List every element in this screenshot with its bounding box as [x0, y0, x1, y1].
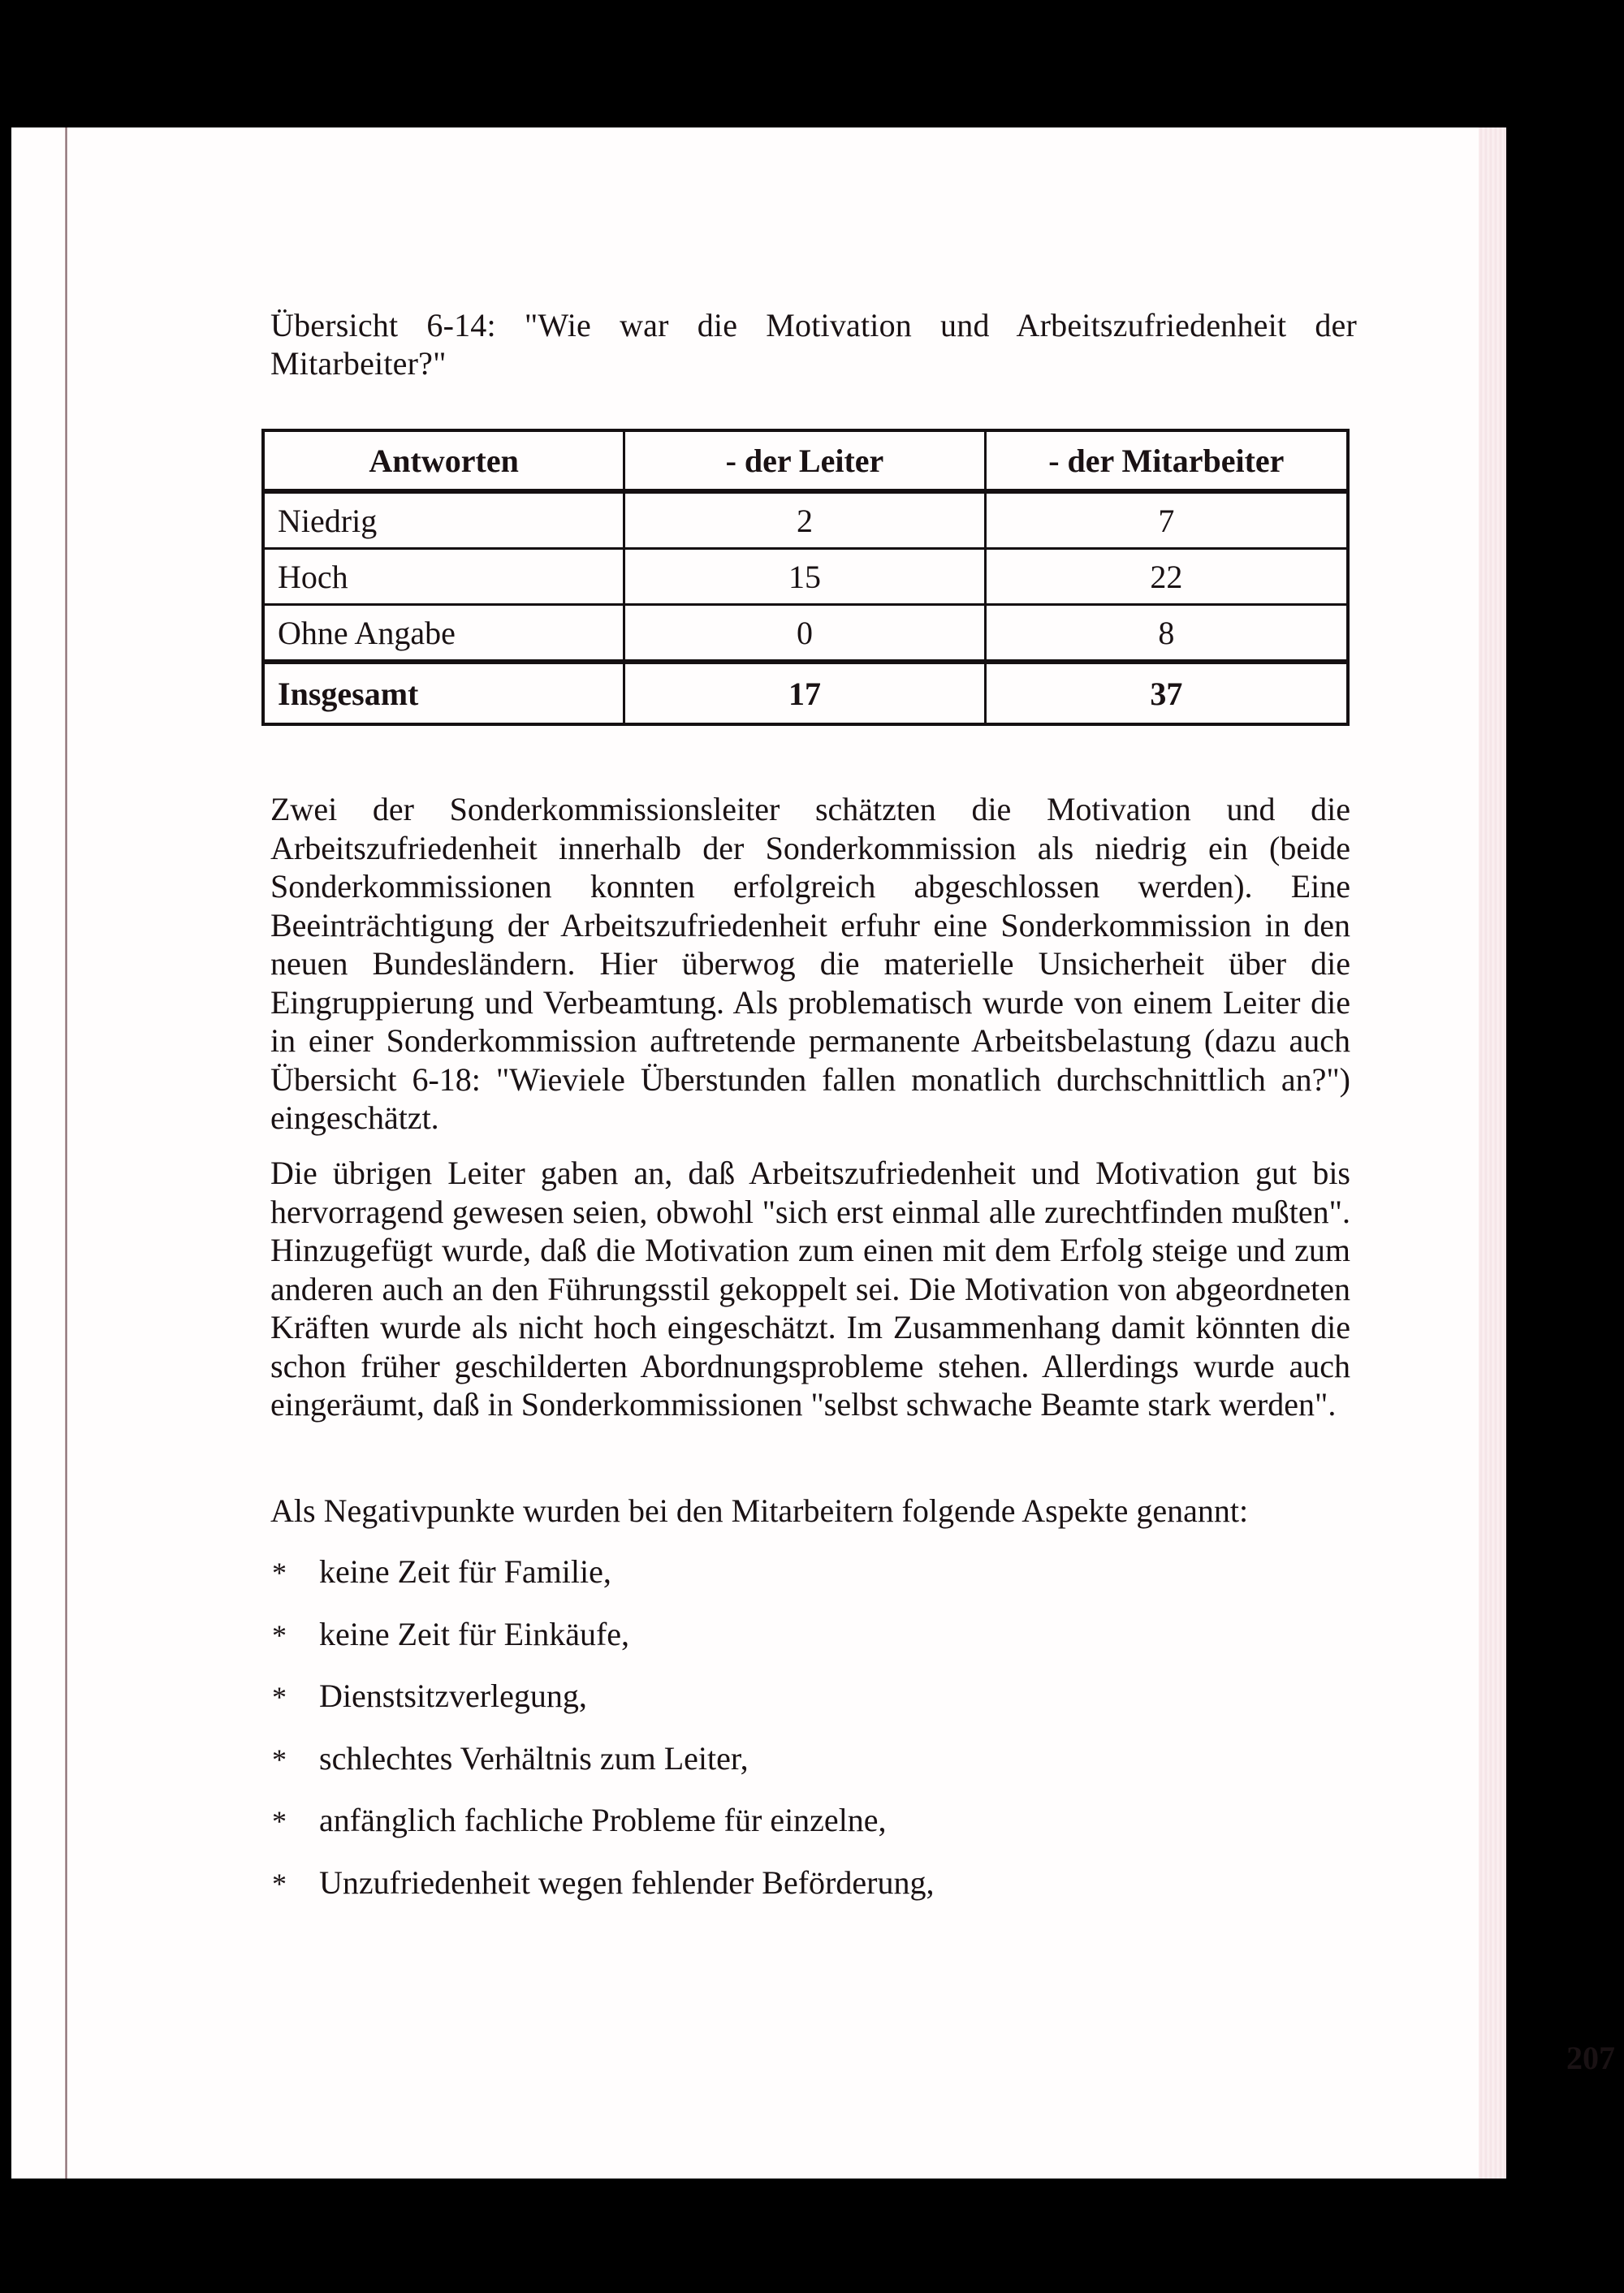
asterisk-bullet-icon: *: [272, 1805, 287, 1837]
results-table: [261, 429, 1350, 726]
list-item: [270, 1863, 934, 1926]
paragraph-3: Als Negativpunkte wurden bei den Mitarbeitern folgende Aspekte genannt:: [270, 1492, 1249, 1529]
cell-mitarbeiter: 8: [985, 605, 1348, 663]
table-row: [263, 491, 1348, 549]
paragraph-2: Die übrigen Leiter gaben an, daß Arbeitszufriedenheit und Motivation gut bis hervorragend gewesen seien, obwohl "sich erst einmal alle zurechtfinden mußten". Hinzugefügt wurde, daß die Motivation zum einen mit dem Erfolg steige und zum anderen auch an den Führungsstil gekoppelt sei. Die Motivation von abgeordneten Kräften wurde als nicht hoch eingeschätzt. Im Zusammenhang damit könnten die schon früher geschilderten Abordnungsprobleme stehen. Allerdings wurde auch eingeräumt, daß in Sonderkommissionen "selbst schwache Beamte stark werden".: [270, 1155, 1350, 1423]
asterisk-bullet-icon: *: [272, 1618, 287, 1652]
list-item: [270, 1739, 934, 1802]
list-item-text: anfänglich fachliche Probleme für einzelne,: [319, 1802, 887, 1838]
asterisk-bullet-icon: *: [272, 1867, 287, 1900]
row-label: Hoch: [263, 549, 624, 605]
negative-points-list: [270, 1552, 934, 1925]
total-leiter: 17: [624, 662, 985, 724]
row-label: Niedrig: [263, 491, 624, 549]
asterisk-bullet-icon: *: [272, 1681, 287, 1713]
list-item: [270, 1552, 934, 1615]
total-mitarbeiter: 37: [985, 662, 1348, 724]
header-leiter: - der Leiter: [624, 430, 985, 491]
list-item-text: Unzufriedenheit wegen fehlender Beförderung,: [319, 1863, 935, 1901]
cell-leiter: 15: [624, 549, 985, 605]
cell-mitarbeiter: 22: [985, 549, 1348, 605]
cell-leiter: 2: [624, 491, 985, 549]
table-row: [263, 605, 1348, 663]
list-item: [270, 1677, 934, 1739]
page-number: 207: [1566, 2040, 1615, 2076]
page-edge: [1479, 127, 1506, 2179]
paragraph-1: Zwei der Sonderkommissionsleiter schätzten die Motivation und die Arbeitszufriedenheit innerhalb der Sonderkommission als niedrig ein (beide Sonderkommissionen konnten erfolgreich abgeschlossen werden). Eine Beeinträchtigung der Arbeitszufriedenheit erfuhr eine Sonderkommission in den neuen Bundesländern. Hier überwog die materielle Unsicherheit über die Eingruppierung und Verbeamtung. Als problematisch wurde von einem Leiter die in einer Sonderkommission auftretende permanente Arbeitsbelastung (dazu auch Übersicht 6-18: "Wieviele Überstunden fallen monatlich durchschnittlich an?") eingeschätzt.: [270, 791, 1350, 1136]
list-item: [270, 1801, 934, 1863]
binding-line: [65, 127, 67, 2179]
table-caption: Übersicht 6-14: "Wie war die Motivation und Arbeitszufriedenheit der Mitarbeiter?": [270, 307, 1357, 382]
list-item-text: keine Zeit für Familie,: [319, 1553, 611, 1590]
book-page: [11, 127, 1615, 2179]
cell-mitarbeiter: 7: [985, 491, 1348, 549]
table-total-row: [263, 662, 1348, 724]
list-item-text: schlechtes Verhältnis zum Leiter,: [319, 1739, 749, 1777]
list-item-text: keine Zeit für Einkäufe,: [319, 1615, 630, 1652]
list-item-text: Dienstsitzverlegung,: [319, 1678, 587, 1714]
row-label: Ohne Angabe: [263, 605, 624, 663]
table-row: [263, 549, 1348, 605]
header-mitarbeiter: - der Mitarbeiter: [985, 430, 1348, 491]
list-item: [270, 1615, 934, 1678]
asterisk-bullet-icon: *: [272, 1742, 287, 1776]
header-antworten: Antworten: [263, 430, 624, 491]
table-header-row: [263, 430, 1348, 491]
total-label: Insgesamt: [263, 662, 624, 724]
cell-leiter: 0: [624, 605, 985, 663]
asterisk-bullet-icon: *: [272, 1557, 287, 1589]
